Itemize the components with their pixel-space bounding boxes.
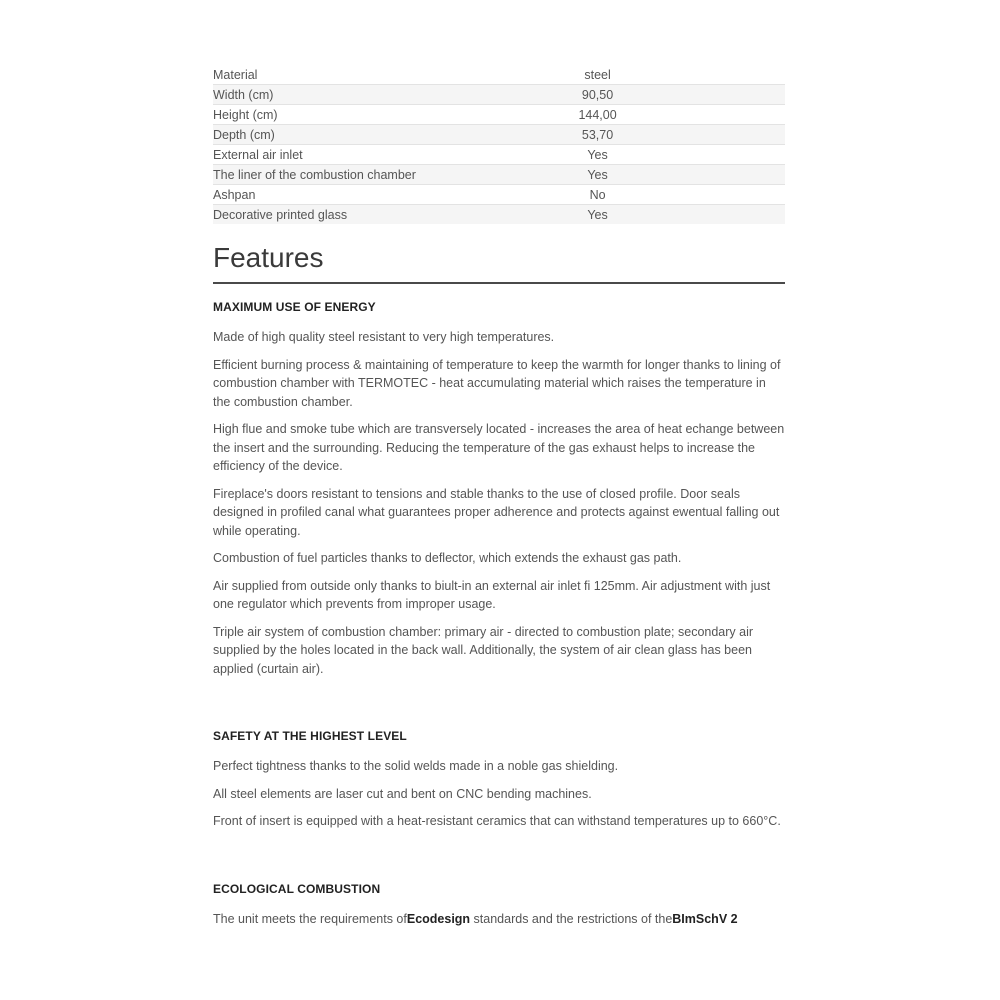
paragraph: High flue and smoke tube which are transversely located - increases the area of heat echange between the insert and the surrounding. Reducing the temperature of the gas exhaust helps to increase the efficiency of the device. xyxy=(213,422,785,473)
ecodesign-term: Ecodesign xyxy=(406,911,471,926)
spec-label: External air inlet xyxy=(213,145,500,165)
eco-text-2: standards and the restrictions of the xyxy=(470,911,673,926)
paragraph: Air supplied from outside only thanks to biult-in an external air inlet fi 125mm. Air adjustment with just one regulator which prevents from improper usage. xyxy=(213,578,771,611)
product-page xyxy=(213,65,785,937)
section-heading-eco: ECOLOGICAL COMBUSTION xyxy=(213,881,381,896)
spec-row xyxy=(213,165,785,185)
spec-table xyxy=(213,65,785,224)
spec-row xyxy=(213,105,785,125)
paragraph: Combustion of fuel particles thanks to deflector, which extends the exhaust gas path. xyxy=(213,551,682,565)
section-eco xyxy=(213,882,785,929)
spec-label: Width (cm) xyxy=(213,85,500,105)
spec-value: Yes xyxy=(500,205,785,225)
section-heading-energy: MAXIMUM USE OF ENERGY xyxy=(213,300,376,314)
spacer xyxy=(213,687,785,713)
spec-value: 144,00 xyxy=(500,105,785,125)
spec-row xyxy=(213,185,785,205)
paragraph: Made of high quality steel resistant to very high temperatures. xyxy=(213,330,555,344)
section-safety xyxy=(213,729,785,831)
spec-label: Decorative printed glass xyxy=(213,205,500,225)
features-title: Features xyxy=(213,240,785,284)
spec-label: Material xyxy=(213,65,500,85)
spec-row xyxy=(213,145,785,165)
paragraph: Front of insert is equipped with a heat-resistant ceramics that can withstand temperatures up to 660°C. xyxy=(213,814,781,828)
paragraph: Triple air system of combustion chamber: primary air - directed to combustion plate; secondary air supplied by the holes located in the back wall. Additionally, the system of air clean glass has been applied (curtain air). xyxy=(213,624,754,676)
spec-value: 53,70 xyxy=(500,125,785,145)
eco-text-1: The unit meets the requirements of xyxy=(213,911,407,926)
paragraph: Fireplace's doors resistant to tensions and stable thanks to the use of closed profile. Door seals designed in profiled canal what guarantees proper adherence and protects against ewentual falling out while operating. xyxy=(213,486,780,538)
paragraph: All steel elements are laser cut and bent on CNC bending machines. xyxy=(213,786,592,801)
spec-label: The liner of the combustion chamber xyxy=(213,165,500,185)
section-heading-safety: SAFETY AT THE HIGHEST LEVEL xyxy=(213,729,407,743)
spec-value: Yes xyxy=(500,165,785,185)
spec-value: steel xyxy=(500,65,785,85)
spec-row xyxy=(213,85,785,105)
bimschv-term: BImSchV 2 xyxy=(672,911,738,926)
spec-row xyxy=(213,125,785,145)
section-energy xyxy=(213,300,785,678)
spec-row xyxy=(213,205,785,225)
spec-label: Height (cm) xyxy=(213,105,500,125)
spec-value: 90,50 xyxy=(500,85,785,105)
spec-label: Depth (cm) xyxy=(213,125,500,145)
eco-paragraph xyxy=(213,910,785,929)
paragraph: Perfect tightness thanks to the solid welds made in a noble gas shielding. xyxy=(213,759,619,773)
spacer xyxy=(213,840,785,866)
spec-value: No xyxy=(500,185,785,205)
spec-value: Yes xyxy=(500,145,785,165)
spec-row xyxy=(213,65,785,85)
paragraph: Efficient burning process & maintaining of temperature to keep the warmth for longer thanks to lining of combustion chamber with TERMOTEC - heat accumulating material which raises the temperature in the combustion chamber. xyxy=(213,357,781,409)
spec-label: Ashpan xyxy=(213,185,500,205)
